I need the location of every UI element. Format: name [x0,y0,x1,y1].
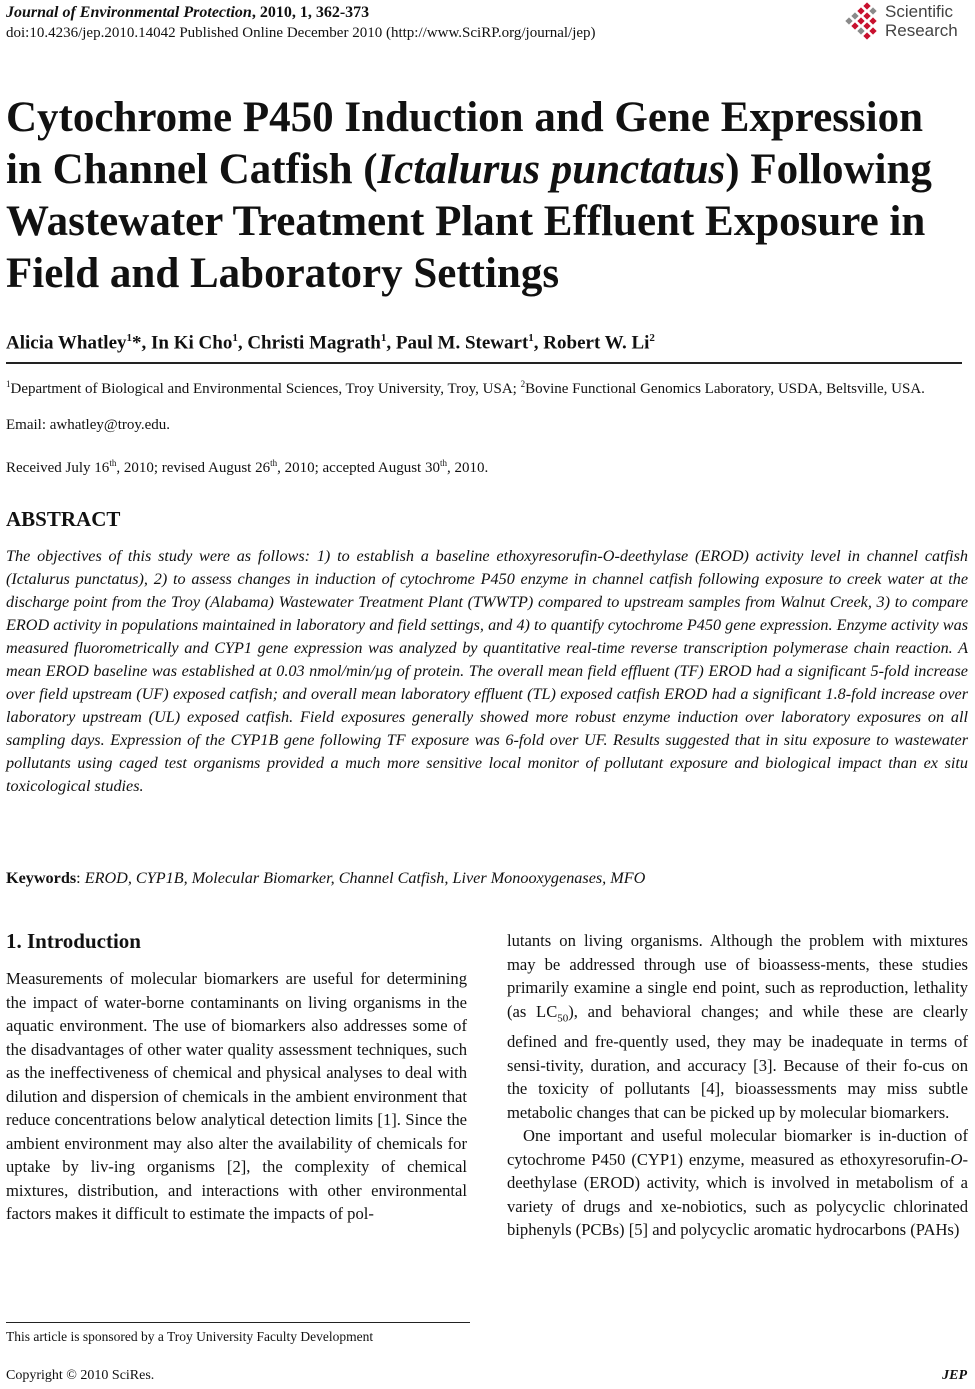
author-name: Robert W. Li [543,332,650,354]
logo-mark-icon [845,2,883,40]
doi-line: doi:10.4236/jep.2010.14042 Published Online December 2010 (http://www.SciRP.org/journal/jep) [6,25,596,41]
logo-diamond [869,7,876,14]
journal-name: Journal of Environmental Protection [6,4,252,21]
logo-diamond [863,22,870,29]
intro-right-column [507,929,968,1242]
received-dates [6,458,488,477]
journal-citation [6,4,369,22]
logo-diamond [857,27,864,34]
affil-text-2: Bovine Functional Genomics Laboratory, USDA, Beltsville, USA. [525,381,925,397]
footnote-divider [6,1322,470,1323]
title-part-2: ) Following Wastewater Treatment Plant Effluent Exposure in Field and Laboratory Settings [6,146,932,297]
author-name: In Ki Cho [151,332,233,354]
logo-diamond [857,7,864,14]
para-text: lutants on living organisms. Although the problem with mixtures may be addressed through use of bioassess-ments, these studies primarily examine a single end point, such as reproduction, lethality (as LC [507,931,968,1021]
journal-abbr: JEP [942,1368,967,1383]
keywords-list: EROD, CYP1B, Molecular Biomarker, Channel Catfish, Liver Monooxygenases, MFO [84,869,646,887]
author-mark: 1 [232,332,238,344]
author-mark: 1 [380,332,387,344]
logo-diamond [851,12,858,19]
logo-diamond [851,22,858,29]
header-divider [6,362,962,364]
author-sep: *, [132,332,152,354]
intro-heading: 1. Introduction [6,929,141,953]
abstract-heading: ABSTRACT [6,507,121,531]
para-text: -deethylase (EROD) activity, which is involved in metabolism of a variety of drugs and xe-nobiotics, such as polycyclic chlorinated biphenyls (PCBs) [5] and polycyclic aromatic hydrocarbons (PAHs) [507,1149,968,1240]
keywords-colon: : [76,869,85,887]
author-name: Christi Magrath [247,332,381,354]
author-name: Alicia Whatley [6,332,127,354]
keywords-label: Keywords [6,869,77,887]
subscript: 50 [557,1011,569,1024]
logo-diamond [863,32,870,39]
intro-left-column [6,967,467,1226]
footnote: This article is sponsored by a Troy University Faculty Development [6,1329,374,1344]
author-sep: , [237,332,248,354]
intro-paragraph [507,929,968,1124]
logo-diamond [869,27,876,34]
para-text: ), and behavioral changes; and while these are clearly defined and fre-quently used, they may be inadequate in terms of sensi-tivity, duration, and accuracy [3]. Because of their fo-cus on the toxicity of pollutants [4], bioassessments may miss subtle metabolic changes that can be picked up by molecular biomarkers. [507,1001,968,1122]
affil-mark: 1 [6,379,11,389]
journal-details: , 2010, 1, 362-373 [251,4,370,21]
ordinal: th [439,458,447,468]
italic-o: O [950,1149,963,1169]
affil-text-1: Department of Biological and Environmental Sciences, Troy University, Troy, USA; [10,381,521,397]
abstract-body: The objectives of this study were as follows: 1) to establish a baseline ethoxyresorufin-O-deethylase (EROD) activity level in channel catfish (Ictalurus punctatus), 2) to assess changes in induction of cytochrome P450 enzyme in channel catfish following exposure to creek water at the discharge point from the Troy (Alabama) Wastewater Treatment Plant (TWWTP) compared to upstream samples from Walnut Creek, 3) to compare EROD activity in populations maintained in laboratory and field settings, and 4) to quantify cytochrome P450 gene expression. Enzyme activity was measured fluorometrically and CYP1 gene expression was analyzed by quantitative real-time reverse transcription polymerase chain reaction. A mean EROD baseline was established at 0.03 nmol/min/µg of protein. The overall mean field effluent (TF) EROD had a significant 5-fold increase over field upstream (UF) exposed catfish; and overall mean laboratory effluent (TL) exposed catfish EROD had a significant 1.8-fold increase over laboratory upstream (UL) exposed catfish. Field exposures generally showed more robust enzyme induction over laboratory exposures on all sampling days. Expression of the CYP1B gene following TF exposure was 6-fold over UF. Results suggested that in situ exposure to wastewater pollutants using caged test organisms provided a much more sensitive local monitor of pollutant exposure and biological impact than ex situ toxicological studies. [6,547,968,795]
revised-text: , 2010; revised August 26 [116,460,271,476]
author-mark: 1 [126,332,133,344]
accepted-text: , 2010; accepted August 30 [277,460,440,476]
logo-diamond [863,2,870,9]
title-species: Ictalurus punctatus [377,146,726,193]
ordinal: th [270,458,278,468]
logo-line-1: Scientific [885,2,954,21]
ordinal: th [109,458,117,468]
author-name: Paul M. Stewart [395,332,529,354]
author-sep: , [533,332,544,354]
received-text: Received July 16 [6,460,110,476]
logo-diamond [857,17,864,24]
author-mark: 1 [528,332,534,344]
publisher-logo [845,2,969,42]
affil-mark: 2 [520,379,526,389]
paper-title [6,92,966,300]
copyright: Copyright © 2010 SciRes. [6,1368,155,1383]
author-email: Email: awhatley@troy.edu. [6,417,171,433]
year-text: , 2010. [447,460,489,476]
logo-diamond [845,17,852,24]
title-part-1: Cytochrome P450 Induction and Gene Expression in Channel Catfish ( [6,94,924,193]
para-text: One important and useful molecular biomarker is in-duction of cytochrome P450 (CYP1) enzyme, measured as ethoxyresorufin- [507,1126,968,1169]
author-mark: 2 [649,332,655,344]
author-list [6,332,655,354]
author-sep: , [386,332,396,354]
logo-diamond [863,12,870,19]
logo-diamond [869,17,876,24]
affiliations [6,374,968,400]
intro-paragraph [507,1124,968,1242]
keywords [6,869,645,888]
intro-paragraph: Measurements of molecular biomarkers are useful for determining the impact of water-borne contaminants on living organisms in the aquatic environment. The use of biomarkers also addresses some of the disadvantages of other water quality assessment techniques, such as the ineffectiveness of chemical and physical analyses to deal with dilution and dispersion of chemicals in the ambient environment that reduce concentrations below analytical detection limits [1]. Since the ambient environment may also alter the availability of chemicals for uptake by liv-ing organisms [2], the complexity of chemical mixtures, distribution, and interactions with other environmental factors makes it difficult to estimate the impacts of pol- [6,969,467,1223]
logo-line-2: Research [885,21,958,40]
